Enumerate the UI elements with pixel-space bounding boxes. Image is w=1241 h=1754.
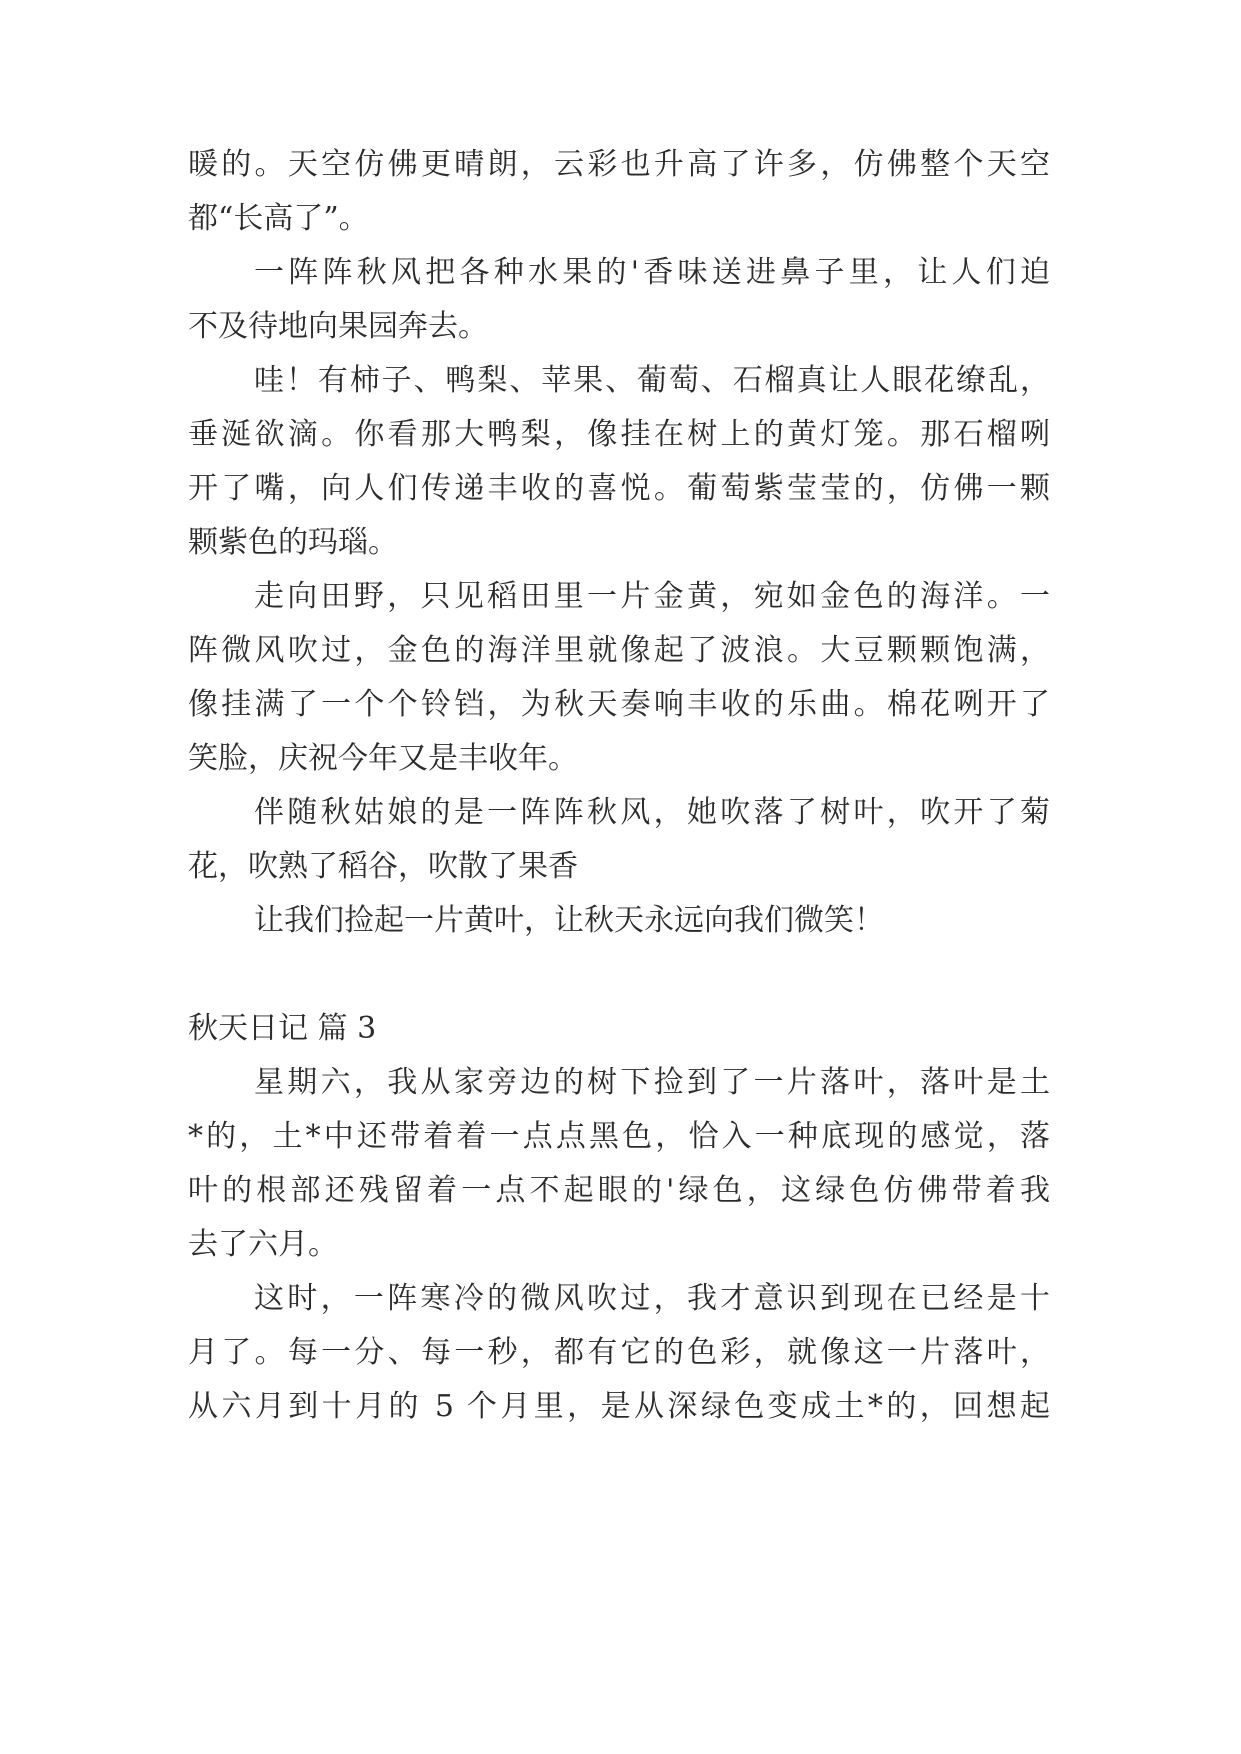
text-line: 颗紫色的玛瑙。 xyxy=(188,525,398,560)
text-line: 花，吹熟了稻谷，吹散了果香 xyxy=(188,849,578,884)
text-line: 这时，一阵寒冷的微风吹过，我才意识到现在已经是十 xyxy=(254,1281,1050,1316)
text-line: 都“长高了”。 xyxy=(188,201,369,236)
text-line: 开了嘴，向人们传递丰收的喜悦。葡萄紫莹莹的，仿佛一颗 xyxy=(188,471,1050,506)
text-line: 从六月到十月的 5 个月里，是从深绿色变成土*的，回想起 xyxy=(188,1389,1050,1424)
text-line: *的，土*中还带着着一点点黑色，恰入一种底现的感觉，落 xyxy=(188,1119,1050,1154)
text-line: 伴随秋姑娘的是一阵阵秋风，她吹落了树叶，吹开了菊 xyxy=(254,795,1050,830)
text-line: 星期六，我从家旁边的树下捡到了一片落叶，落叶是土 xyxy=(254,1065,1050,1100)
text-line: 阵微风吹过，金色的海洋里就像起了波浪。大豆颗颗饱满， xyxy=(188,633,1050,668)
text-line: 哇！有柿子、鸭梨、苹果、葡萄、石榴真让人眼花缭乱， xyxy=(254,363,1050,398)
text-line: 暖的。天空仿佛更晴朗，云彩也升高了许多，仿佛整个天空 xyxy=(188,147,1050,182)
text-line: 叶的根部还残留着一点不起眼的'绿色，这绿色仿佛带着我 xyxy=(188,1173,1050,1208)
text-line: 去了六月。 xyxy=(188,1227,338,1262)
text-line: 不及待地向果园奔去。 xyxy=(188,309,488,344)
text-line: 走向田野，只见稻田里一片金黄，宛如金色的海洋。一 xyxy=(254,579,1050,614)
text-line: 让我们捡起一片黄叶，让秋天永远向我们微笑！ xyxy=(254,903,884,938)
text-line: 笑脸，庆祝今年又是丰收年。 xyxy=(188,741,578,776)
section-heading: 秋天日记 篇 3 xyxy=(188,1011,377,1046)
text-line: 月了。每一分、每一秒，都有它的色彩，就像这一片落叶， xyxy=(188,1335,1050,1370)
text-line: 垂涎欲滴。你看那大鸭梨，像挂在树上的黄灯笼。那石榴咧 xyxy=(188,417,1050,452)
text-line: 一阵阵秋风把各种水果的'香味送进鼻子里，让人们迫 xyxy=(254,255,1050,290)
text-line: 像挂满了一个个铃铛，为秋天奏响丰收的乐曲。棉花咧开了 xyxy=(188,687,1050,722)
